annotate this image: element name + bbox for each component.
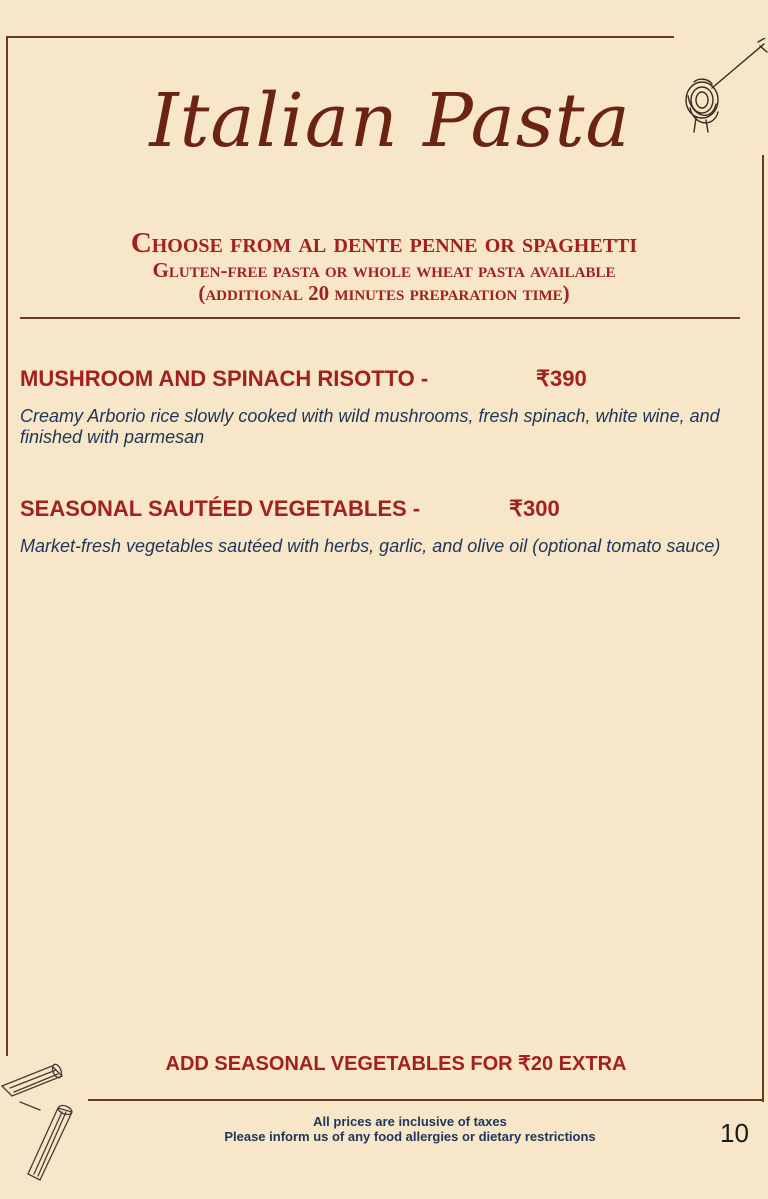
menu-title-text: Italian Pasta [149, 78, 631, 164]
extra-vegetables-note: ADD SEASONAL VEGETABLES FOR ₹20 EXTRA [165, 1053, 627, 1075]
gluten-free-note: Gluten-free pasta or whole wheat pasta available [152, 258, 616, 282]
frame-bottom-border [88, 1099, 764, 1101]
menu-item-description: Market-fresh vegetables sautéed with herbs, garlic, and olive oil (optional tomato sauce) [20, 536, 721, 556]
header-divider [20, 317, 740, 319]
menu-title [140, 40, 640, 190]
pasta-choice-heading: Choose from al dente penne or spaghetti [130, 227, 638, 259]
penne-pasta-icon [0, 1062, 90, 1182]
frame-left-border [6, 36, 8, 1056]
taxes-note: All prices are inclusive of taxes [313, 1114, 507, 1129]
menu-item-price: ₹300 [509, 496, 560, 521]
page-number: 10 [720, 1118, 749, 1148]
preparation-time-note: (additional 20 minutes preparation time) [198, 281, 570, 305]
menu-item-name: SEASONAL SAUTÉED VEGETABLES - [20, 496, 421, 521]
spaghetti-fork-icon [672, 38, 768, 134]
allergy-note: Please inform us of any food allergies or dietary restrictions [224, 1129, 596, 1144]
menu-item-description: Creamy Arborio rice slowly cooked with wild mushrooms, fresh spinach, white wine, and finished with parmesan [20, 406, 720, 447]
menu-item-price: ₹390 [536, 366, 587, 391]
menu-item-name: MUSHROOM AND SPINACH RISOTTO - [20, 366, 429, 391]
frame-top-border [6, 36, 674, 38]
